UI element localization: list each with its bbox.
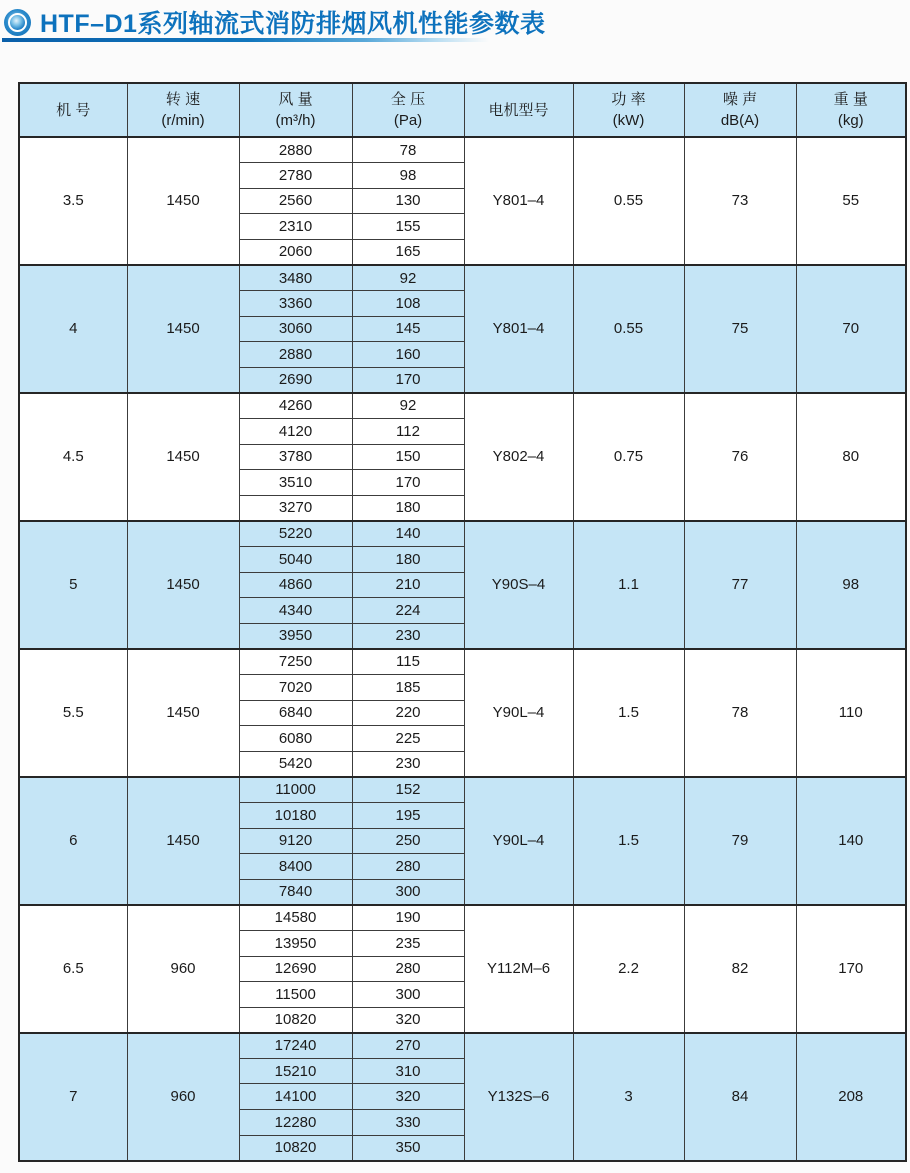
cell-model: 5.5: [19, 649, 127, 777]
cell-flow: 3510: [239, 470, 352, 496]
cell-power: 0.55: [573, 137, 684, 265]
cell-pressure: 280: [352, 854, 464, 880]
cell-noise: 75: [684, 265, 796, 393]
cell-speed: 1450: [127, 393, 239, 521]
cell-noise: 78: [684, 649, 796, 777]
cell-weight: 170: [796, 905, 906, 1033]
cell-weight: 70: [796, 265, 906, 393]
cell-flow: 14580: [239, 905, 352, 931]
cell-noise: 82: [684, 905, 796, 1033]
cell-pressure: 170: [352, 367, 464, 393]
cell-flow: 9120: [239, 828, 352, 854]
cell-flow: 2690: [239, 367, 352, 393]
cell-weight: 80: [796, 393, 906, 521]
table-row: [19, 521, 906, 547]
cell-flow: 3950: [239, 623, 352, 649]
cell-speed: 1450: [127, 777, 239, 905]
cell-flow: 4340: [239, 598, 352, 624]
cell-model: 4.5: [19, 393, 127, 521]
cell-speed: 1450: [127, 137, 239, 265]
cell-flow: 14100: [239, 1084, 352, 1110]
header-weight: 重 量 (kg): [796, 83, 906, 137]
table-row: [19, 393, 906, 419]
page-title: HTF–D1系列轴流式消防排烟风机性能参数表: [40, 10, 546, 38]
bullseye-icon: [4, 9, 31, 36]
cell-flow: 10820: [239, 1135, 352, 1161]
cell-flow: 5040: [239, 547, 352, 573]
cell-flow: 10180: [239, 802, 352, 828]
header-flow: 风 量 (m³/h): [239, 83, 352, 137]
cell-flow: 4260: [239, 393, 352, 419]
cell-model: 7: [19, 1033, 127, 1161]
cell-noise: 77: [684, 521, 796, 649]
performance-table: [18, 82, 907, 1162]
header-power: 功 率 (kW): [573, 83, 684, 137]
cell-pressure: 320: [352, 1084, 464, 1110]
cell-pressure: 150: [352, 444, 464, 470]
cell-flow: 17240: [239, 1033, 352, 1059]
cell-pressure: 145: [352, 316, 464, 342]
header-model: 机 号: [19, 83, 127, 137]
table-row: [19, 1033, 906, 1059]
header-noise: 噪 声 dB(A): [684, 83, 796, 137]
cell-pressure: 155: [352, 214, 464, 240]
cell-flow: 6840: [239, 700, 352, 726]
cell-pressure: 230: [352, 623, 464, 649]
cell-pressure: 210: [352, 572, 464, 598]
cell-pressure: 180: [352, 495, 464, 521]
cell-pressure: 108: [352, 291, 464, 317]
table-row: [19, 905, 906, 931]
cell-flow: 11000: [239, 777, 352, 803]
cell-flow: 10820: [239, 1007, 352, 1033]
cell-pressure: 225: [352, 726, 464, 752]
cell-weight: 55: [796, 137, 906, 265]
cell-pressure: 160: [352, 342, 464, 368]
cell-pressure: 180: [352, 547, 464, 573]
cell-flow: 2780: [239, 163, 352, 189]
cell-pressure: 224: [352, 598, 464, 624]
cell-noise: 73: [684, 137, 796, 265]
cell-flow: 13950: [239, 930, 352, 956]
cell-model: 4: [19, 265, 127, 393]
table-body: [19, 137, 906, 1161]
cell-flow: 3360: [239, 291, 352, 317]
cell-motor: Y90S–4: [464, 521, 573, 649]
page-header: [4, 6, 545, 38]
cell-pressure: 280: [352, 956, 464, 982]
cell-model: 6.5: [19, 905, 127, 1033]
cell-weight: 110: [796, 649, 906, 777]
table-row: [19, 777, 906, 803]
cell-model: 5: [19, 521, 127, 649]
cell-pressure: 92: [352, 393, 464, 419]
cell-power: 0.55: [573, 265, 684, 393]
cell-pressure: 310: [352, 1058, 464, 1084]
cell-power: 3: [573, 1033, 684, 1161]
table-row: [19, 137, 906, 163]
cell-flow: 2560: [239, 188, 352, 214]
cell-motor: Y801–4: [464, 265, 573, 393]
cell-pressure: 330: [352, 1110, 464, 1136]
cell-motor: Y90L–4: [464, 777, 573, 905]
cell-motor: Y801–4: [464, 137, 573, 265]
header-speed: 转 速 (r/min): [127, 83, 239, 137]
header-motor: 电机型号: [464, 83, 573, 137]
table-row: [19, 649, 906, 675]
cell-speed: 960: [127, 1033, 239, 1161]
cell-pressure: 230: [352, 751, 464, 777]
cell-pressure: 350: [352, 1135, 464, 1161]
cell-motor: Y90L–4: [464, 649, 573, 777]
cell-flow: 2880: [239, 137, 352, 163]
cell-pressure: 92: [352, 265, 464, 291]
cell-pressure: 300: [352, 982, 464, 1008]
cell-motor: Y802–4: [464, 393, 573, 521]
cell-pressure: 130: [352, 188, 464, 214]
cell-model: 3.5: [19, 137, 127, 265]
cell-pressure: 190: [352, 905, 464, 931]
cell-motor: Y132S–6: [464, 1033, 573, 1161]
cell-power: 1.1: [573, 521, 684, 649]
cell-model: 6: [19, 777, 127, 905]
cell-pressure: 152: [352, 777, 464, 803]
cell-weight: 140: [796, 777, 906, 905]
cell-power: 0.75: [573, 393, 684, 521]
cell-flow: 7250: [239, 649, 352, 675]
cell-weight: 208: [796, 1033, 906, 1161]
cell-pressure: 320: [352, 1007, 464, 1033]
cell-pressure: 250: [352, 828, 464, 854]
cell-noise: 79: [684, 777, 796, 905]
cell-pressure: 170: [352, 470, 464, 496]
cell-flow: 3060: [239, 316, 352, 342]
cell-flow: 11500: [239, 982, 352, 1008]
cell-flow: 4860: [239, 572, 352, 598]
header-pressure: 全 压 (Pa): [352, 83, 464, 137]
cell-power: 1.5: [573, 649, 684, 777]
cell-pressure: 165: [352, 239, 464, 265]
cell-power: 2.2: [573, 905, 684, 1033]
cell-flow: 12280: [239, 1110, 352, 1136]
cell-pressure: 195: [352, 802, 464, 828]
cell-flow: 5420: [239, 751, 352, 777]
cell-pressure: 185: [352, 674, 464, 700]
cell-pressure: 220: [352, 700, 464, 726]
table-header: [19, 83, 906, 137]
cell-flow: 12690: [239, 956, 352, 982]
cell-flow: 6080: [239, 726, 352, 752]
cell-pressure: 270: [352, 1033, 464, 1059]
cell-pressure: 300: [352, 879, 464, 905]
cell-power: 1.5: [573, 777, 684, 905]
cell-speed: 1450: [127, 265, 239, 393]
cell-pressure: 112: [352, 419, 464, 445]
cell-flow: 7840: [239, 879, 352, 905]
cell-flow: 4120: [239, 419, 352, 445]
cell-flow: 3270: [239, 495, 352, 521]
cell-pressure: 140: [352, 521, 464, 547]
cell-flow: 7020: [239, 674, 352, 700]
table-row: [19, 265, 906, 291]
title-underline: [2, 38, 494, 42]
cell-speed: 960: [127, 905, 239, 1033]
cell-weight: 98: [796, 521, 906, 649]
cell-flow: 3780: [239, 444, 352, 470]
cell-motor: Y112M–6: [464, 905, 573, 1033]
cell-flow: 2310: [239, 214, 352, 240]
cell-pressure: 115: [352, 649, 464, 675]
cell-speed: 1450: [127, 649, 239, 777]
cell-flow: 2880: [239, 342, 352, 368]
cell-flow: 2060: [239, 239, 352, 265]
cell-pressure: 98: [352, 163, 464, 189]
cell-flow: 3480: [239, 265, 352, 291]
cell-noise: 76: [684, 393, 796, 521]
cell-noise: 84: [684, 1033, 796, 1161]
cell-speed: 1450: [127, 521, 239, 649]
cell-flow: 5220: [239, 521, 352, 547]
cell-flow: 8400: [239, 854, 352, 880]
cell-pressure: 235: [352, 930, 464, 956]
cell-pressure: 78: [352, 137, 464, 163]
cell-flow: 15210: [239, 1058, 352, 1084]
